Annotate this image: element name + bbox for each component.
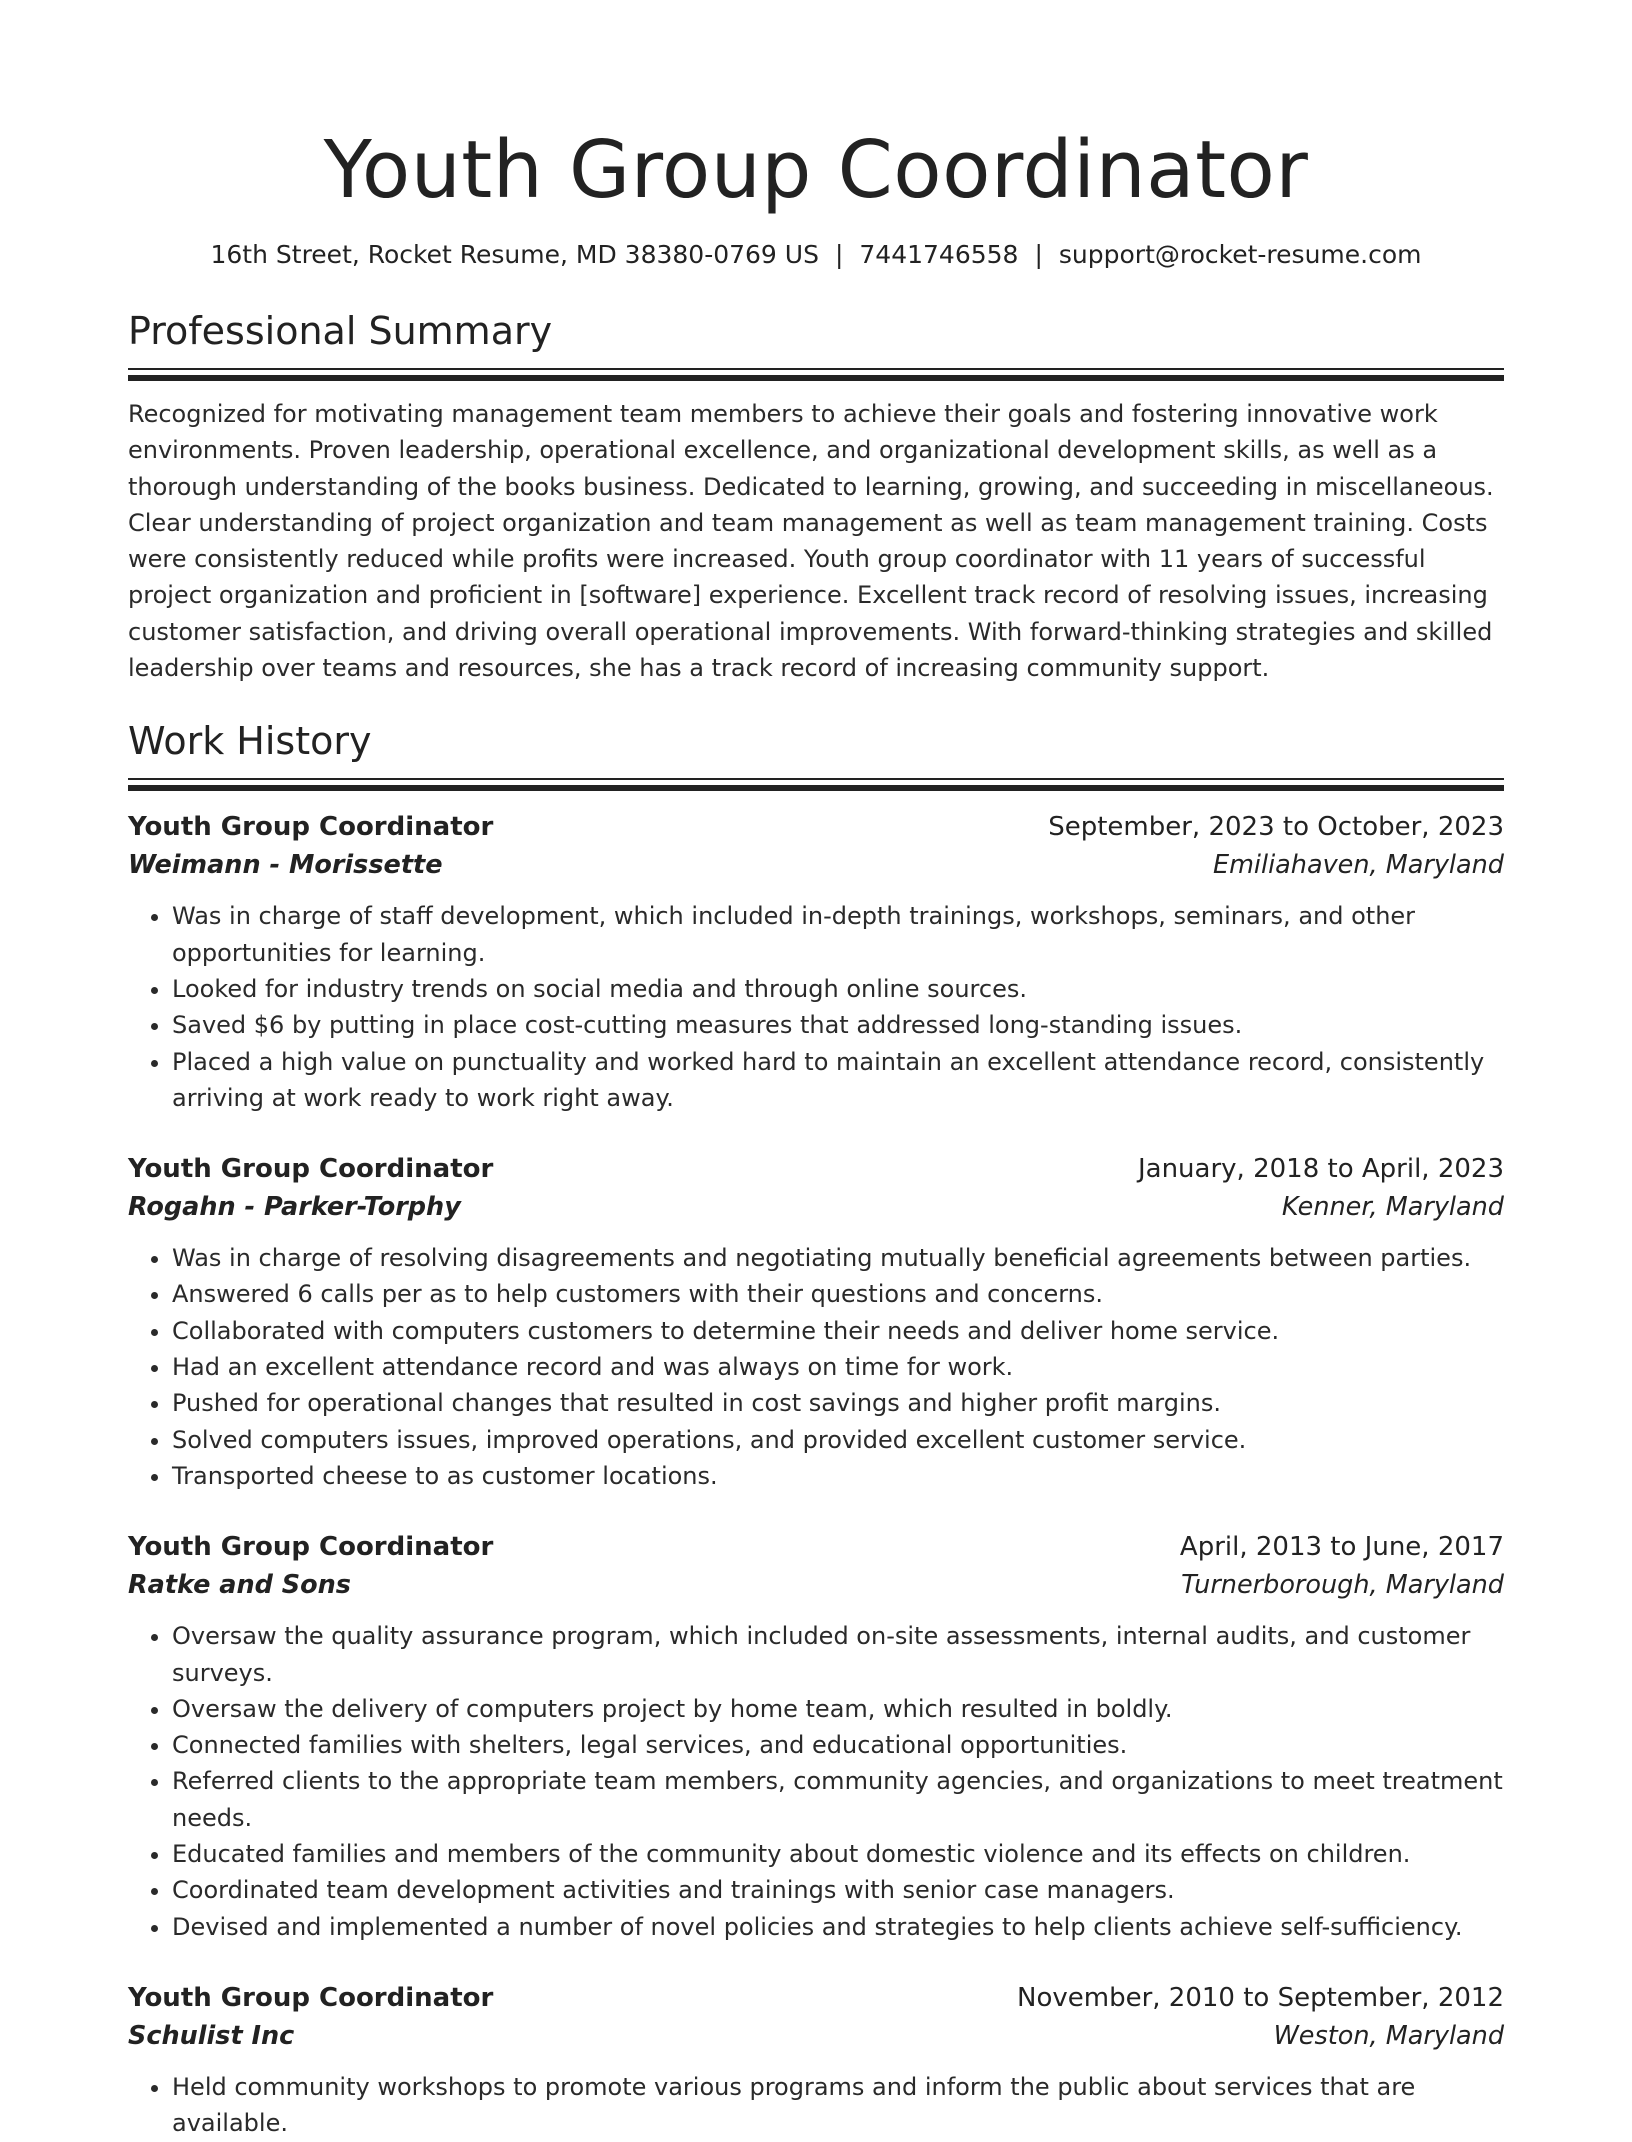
- job-location: Weston, Maryland: [1273, 2020, 1504, 2051]
- job-bullet: • Looked for industry trends on social media and through online sources.: [172, 971, 1504, 1007]
- job-location: Kenner, Maryland: [1281, 1192, 1504, 1223]
- job-bullet: • Held community workshops to promote various programs and inform the public about services that are available.: [172, 2069, 1504, 2142]
- job-bullet: • Had an excellent attendance record and was always on time for work.: [172, 1349, 1504, 1385]
- job-entry: [128, 1528, 1504, 1945]
- job-bullet: • Devised and implemented a number of novel policies and strategies to help clients achieve self-sufficiency.: [172, 1909, 1504, 1945]
- section-divider: [128, 368, 1504, 380]
- section-title-summary: Professional Summary: [128, 309, 553, 353]
- job-company: Ratke and Sons: [128, 1570, 351, 1601]
- job-bullet: • Pushed for operational changes that resulted in cost savings and higher profit margins.: [172, 1385, 1504, 1421]
- job-title: Youth Group Coordinator: [128, 1154, 494, 1185]
- job-bullet: • Educated families and members of the community about domestic violence and its effects on children.: [172, 1836, 1504, 1872]
- job-entry: [128, 1150, 1504, 1494]
- professional-summary-section: [128, 306, 1504, 686]
- job-bullet: • Saved $6 by putting in place cost-cutting measures that addressed long-standing issues.: [172, 1007, 1504, 1043]
- job-bullet: • Referred clients to the appropriate team members, community agencies, and organizations to meet treatment needs.: [172, 1763, 1504, 1836]
- job-dates: September, 2023 to October, 2023: [1048, 812, 1504, 843]
- job-bullet: • Oversaw the quality assurance program, which included on-site assessments, internal audits, and customer surveys.: [172, 1618, 1504, 1691]
- contact-separator: |: [834, 240, 844, 269]
- job-dates: January, 2018 to April, 2023: [1137, 1154, 1504, 1185]
- job-bullet: • Connected families with shelters, legal services, and educational opportunities.: [172, 1727, 1504, 1763]
- work-history-section: [128, 716, 1504, 2141]
- job-company: Schulist Inc: [128, 2020, 295, 2051]
- resume-name: Youth Group Coordinator: [323, 124, 1309, 216]
- job-bullet-list: [128, 1618, 1504, 1945]
- job-company: Weimann - Morissette: [128, 850, 443, 881]
- job-location: Emiliahaven, Maryland: [1212, 850, 1504, 881]
- contact-phone: 7441746558: [859, 240, 1019, 269]
- job-bullet-list: [128, 898, 1504, 1116]
- job-bullet: • Collaborated with computers customers to determine their needs and deliver home service.: [172, 1313, 1504, 1349]
- job-bullet: • Solved computers issues, improved operations, and provided excellent customer service.: [172, 1422, 1504, 1458]
- job-bullet-list: [128, 1240, 1504, 1494]
- job-bullet: • Was in charge of staff development, which included in-depth trainings, workshops, seminars, and other opportunities for learning.: [172, 898, 1504, 971]
- job-dates: November, 2010 to September, 2012: [1017, 1982, 1504, 2013]
- section-divider: [128, 778, 1504, 790]
- job-bullet: • Was in charge of resolving disagreements and negotiating mutually beneficial agreements between parties.: [172, 1240, 1504, 1276]
- job-title: Youth Group Coordinator: [128, 1532, 494, 1563]
- contact-line: [128, 238, 1504, 272]
- resume-page: [128, 0, 1504, 2142]
- summary-text: Recognized for motivating management team members to achieve their goals and fostering innovative work environments. Proven leadership, operational excellence, and organizational development skills, as well as a thorough understanding of the books business. Dedicated to learning, growing, and succeeding in miscellaneous. Clear understanding of project organization and team management as well as team management training. Costs were consistently reduced while profits were increased. Youth group coordinator with 11 years of successful project organization and proficient in [software] experience. Excellent track record of resolving issues, increasing customer satisfaction, and driving overall operational improvements. With forward-thinking strategies and skilled leadership over teams and resources, she has a track record of increasing community support.: [128, 400, 1494, 683]
- job-dates: April, 2013 to June, 2017: [1179, 1532, 1504, 1563]
- section-title-work-history: Work History: [128, 719, 372, 764]
- job-bullet: • Answered 6 calls per as to help customers with their questions and concerns.: [172, 1276, 1504, 1312]
- job-bullet: • Oversaw the delivery of computers project by home team, which resulted in boldly.: [172, 1691, 1504, 1727]
- job-entry: [128, 1979, 1504, 2142]
- job-title: Youth Group Coordinator: [128, 812, 494, 843]
- job-entry: [128, 808, 1504, 1116]
- job-bullet: • Coordinated team development activities and trainings with senior case managers.: [172, 1872, 1504, 1908]
- job-location: Turnerborough, Maryland: [1181, 1570, 1504, 1601]
- job-bullet-list: [128, 2069, 1504, 2142]
- contact-email: support@rocket-resume.com: [1058, 240, 1422, 269]
- job-title: Youth Group Coordinator: [128, 1982, 494, 2013]
- contact-separator: |: [1034, 240, 1043, 269]
- contact-address: 16th Street, Rocket Resume, MD 38380-0769 US: [210, 240, 819, 269]
- job-bullet: • Placed a high value on punctuality and worked hard to maintain an excellent attendance record, consistently arriving at work ready to work right away.: [172, 1044, 1504, 1117]
- job-bullet: • Transported cheese to as customer locations.: [172, 1458, 1504, 1494]
- job-company: Rogahn - Parker-Torphy: [128, 1192, 461, 1223]
